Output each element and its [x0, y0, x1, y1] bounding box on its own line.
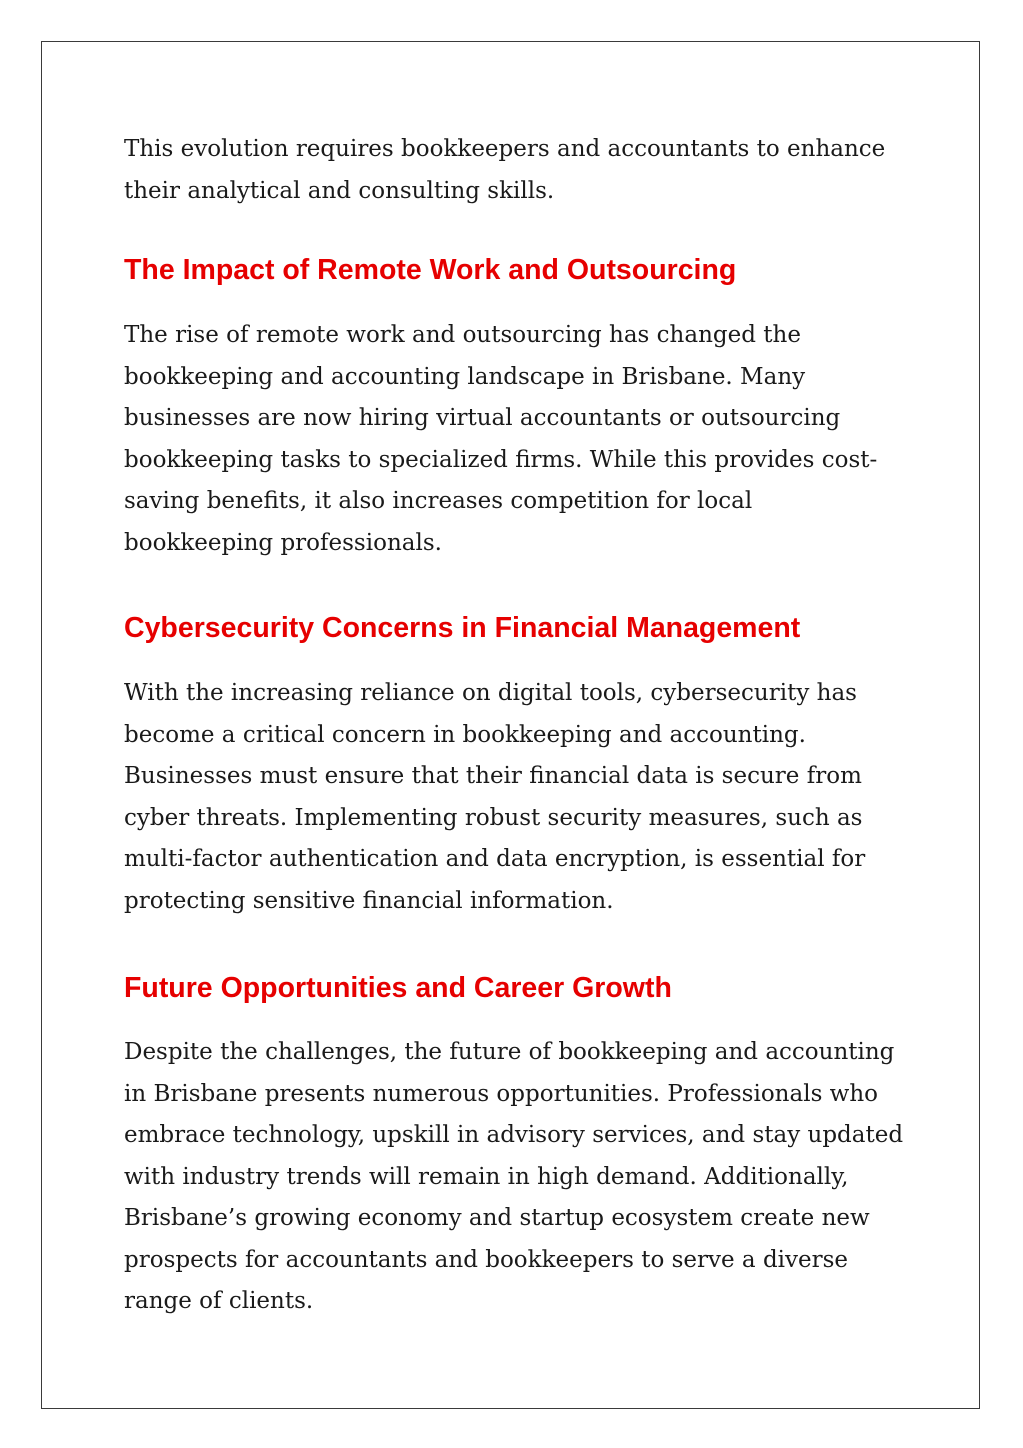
section-body-cybersecurity: With the increasing reliance on digital tools, cybersecurity has become a critical concern in bookkeeping and accounting. Businesses must ensure that their financial data is secure from cyber threats. Implementing robust security measures, such as multi-factor authentication and data encryption, is essential for protecting sensitive financial information.: [124, 680, 866, 914]
section-body-remote-work: The rise of remote work and outsourcing has changed the bookkeeping and accounting landscape in Brisbane. Many businesses are now hiring virtual accountants or outsourcing bookkeeping tasks to specialized firms. While this provides cost-saving benefits, it also increases competition for local bookkeeping professionals.: [124, 322, 878, 556]
section-heading-remote-work: The Impact of Remote Work and Outsourcing: [124, 254, 737, 286]
section-body-future-opportunities: Despite the challenges, the future of bookkeeping and accounting in Brisbane presents numerous opportunities. Professionals who embrace technology, upskill in advisory services, and stay updated with industry trends will remain in high demand. Additionally, Brisbane’s growing economy and startup ecosystem create new prospects for accountants and bookkeepers to serve a diverse range of clients.: [124, 1039, 904, 1314]
document-content: [124, 129, 904, 1323]
section-heading-cybersecurity: Cybersecurity Concerns in Financial Management: [124, 612, 801, 644]
intro-paragraph: This evolution requires bookkeepers and accountants to enhance their analytical and consulting skills.: [124, 136, 886, 204]
section-heading-future-opportunities: Future Opportunities and Career Growth: [124, 972, 672, 1004]
